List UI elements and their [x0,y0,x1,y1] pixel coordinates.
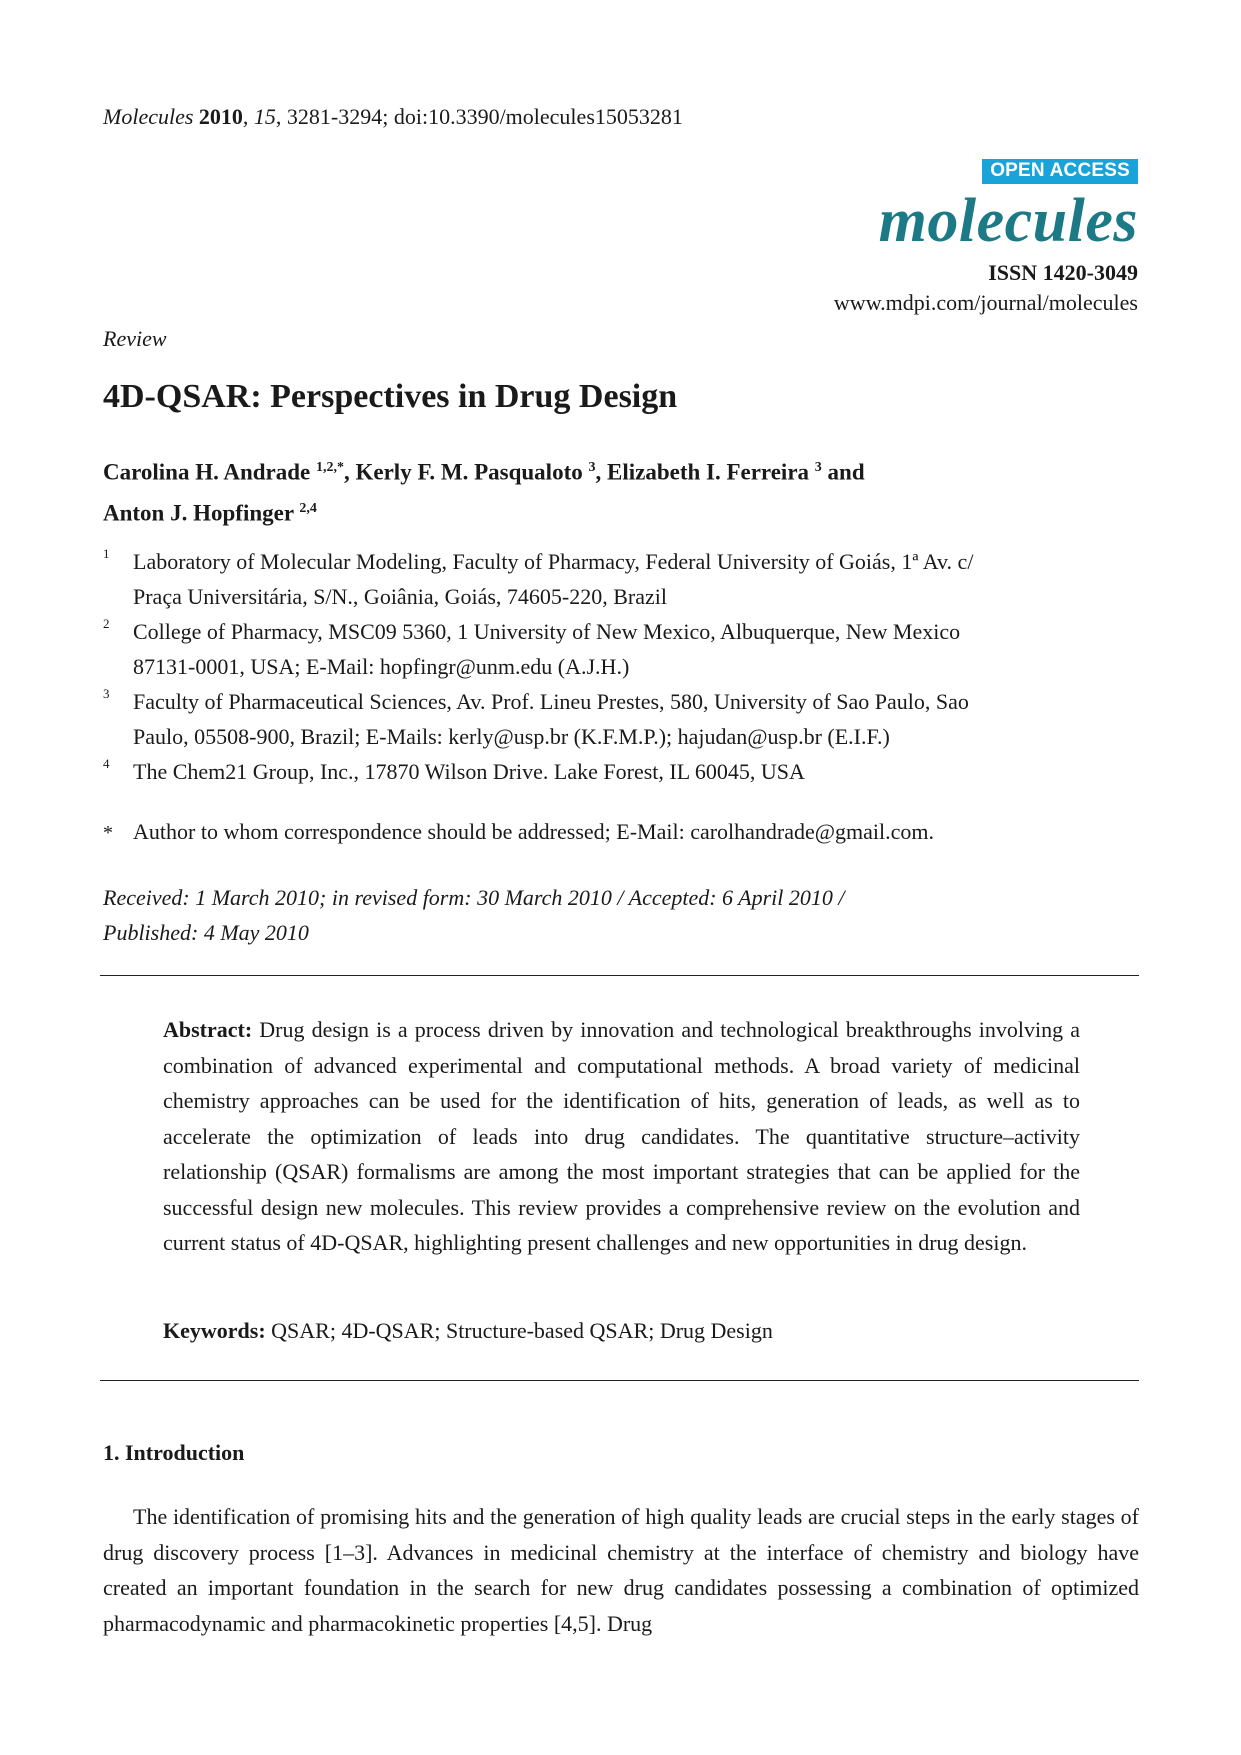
correspondence-mark: * [103,822,113,844]
affiliation-line: 87131-0001, USA; E-Mail: hopfingr@unm.edu (A.J.H.) [133,654,630,679]
affiliation-number: 2 [103,616,110,631]
affiliation-line: Laboratory of Molecular Modeling, Faculty of Pharmacy, Federal University of Goiás, 1ª Av. c/ [133,549,974,574]
author-name: Elizabeth I. Ferreira [606,459,810,485]
affiliation-number: 4 [103,756,110,771]
author-separator: , [595,459,607,485]
author-affiliation-sup: 1,2,* [316,460,344,475]
author-affiliation-sup: 3 [588,460,596,475]
section-heading: 1. Introduction [103,1440,245,1465]
affiliation-item [103,544,1143,614]
open-access-badge: OPEN ACCESS [982,159,1138,184]
divider [100,1380,1139,1381]
dates-line: Received: 1 March 2010; in revised form: 30 March 2010 / Accepted: 6 April 2010 / [103,885,845,910]
journal-logo: molecules [878,187,1138,255]
citation-pages-doi: , 3281-3294; doi:10.3390/molecules15053281 [275,104,683,129]
affiliation-number: 1 [103,546,110,561]
author-name: Kerly F. M. Pasqualoto [355,459,583,485]
affiliation-line: College of Pharmacy, MSC09 5360, 1 University of New Mexico, Albuquerque, New Mexico [133,619,961,644]
citation-journal: Molecules [103,104,194,129]
author-list [103,450,1143,531]
abstract [163,1012,1080,1261]
affiliation-line: The Chem21 Group, Inc., 17870 Wilson Drive. Lake Forest, IL 60045, USA [133,759,805,784]
keywords [163,1318,773,1344]
affiliation-item [103,684,1143,754]
article-title: 4D-QSAR: Perspectives in Drug Design [103,378,678,415]
intro-paragraph: The identification of promising hits and the generation of high quality leads are crucial steps in the early stages of drug discovery process [1–3]. Advances in medicinal chemistry at the interface of chemistry and biology have created an important foundation in the search for new drug candidates possessing a combination of optimized pharmacodynamic and pharmacokinetic properties [4,5]. Drug [103,1504,1139,1636]
citation-volume: 15 [253,104,276,129]
affiliation-line: Faculty of Pharmaceutical Sciences, Av. Prof. Lineu Prestes, 580, University of Sao Paulo, Sao [133,689,969,714]
author-name: Anton J. Hopfinger [103,500,294,526]
author-affiliation-sup: 3 [814,460,822,475]
author-affiliation-sup: 2,4 [299,500,317,516]
correspondence-note [103,814,1143,849]
abstract-text: Drug design is a process driven by innovation and technological breakthroughs involving a combination of advanced experimental and computational methods. A broad variety of medicinal chemistry approaches can be used for the identification of hits, generation of leads, as well as to accelerate the optimization of leads into drug candidates. The quantitative structure–activity relationship (QSAR) formalisms are among the most important strategies that can be applied for the successful design new molecules. This review provides a comprehensive review on the evolution and current status of 4D-QSAR, highlighting present challenges and new opportunities in drug design. [163,1017,1080,1255]
publication-dates [103,880,1003,950]
issn: ISSN 1420-3049 [988,260,1138,285]
author-separator: and [821,459,865,485]
dates-line: Published: 4 May 2010 [103,920,309,945]
affiliation-line: Praça Universitária, S/N., Goiânia, Goiás, 74605-220, Brazil [133,584,667,609]
affiliation-line: Paulo, 05508-900, Brazil; E-Mails: kerly@usp.br (K.F.M.P.); hajudan@usp.br (E.I.F.) [133,724,890,749]
author-separator: , [344,459,356,485]
citation-line: Molecules 2010, 15, 3281-3294; doi:10.3390/molecules15053281 [103,104,683,129]
citation-year: 2010 [198,104,243,129]
correspondence-text: Author to whom correspondence should be addressed; E-Mail: carolhandrade@gmail.com. [133,819,935,844]
affiliation-item [103,614,1143,684]
article-type: Review [103,326,167,351]
abstract-label: Abstract: [163,1017,253,1042]
journal-url[interactable]: www.mdpi.com/journal/molecules [833,290,1138,315]
keywords-label: Keywords: [163,1318,266,1343]
divider [100,975,1139,976]
author-name: Carolina H. Andrade [103,459,311,485]
affiliation-item [103,754,1143,789]
keywords-text: QSAR; 4D-QSAR; Structure-based QSAR; Drug Design [271,1318,773,1343]
affiliation-number: 3 [103,686,110,701]
